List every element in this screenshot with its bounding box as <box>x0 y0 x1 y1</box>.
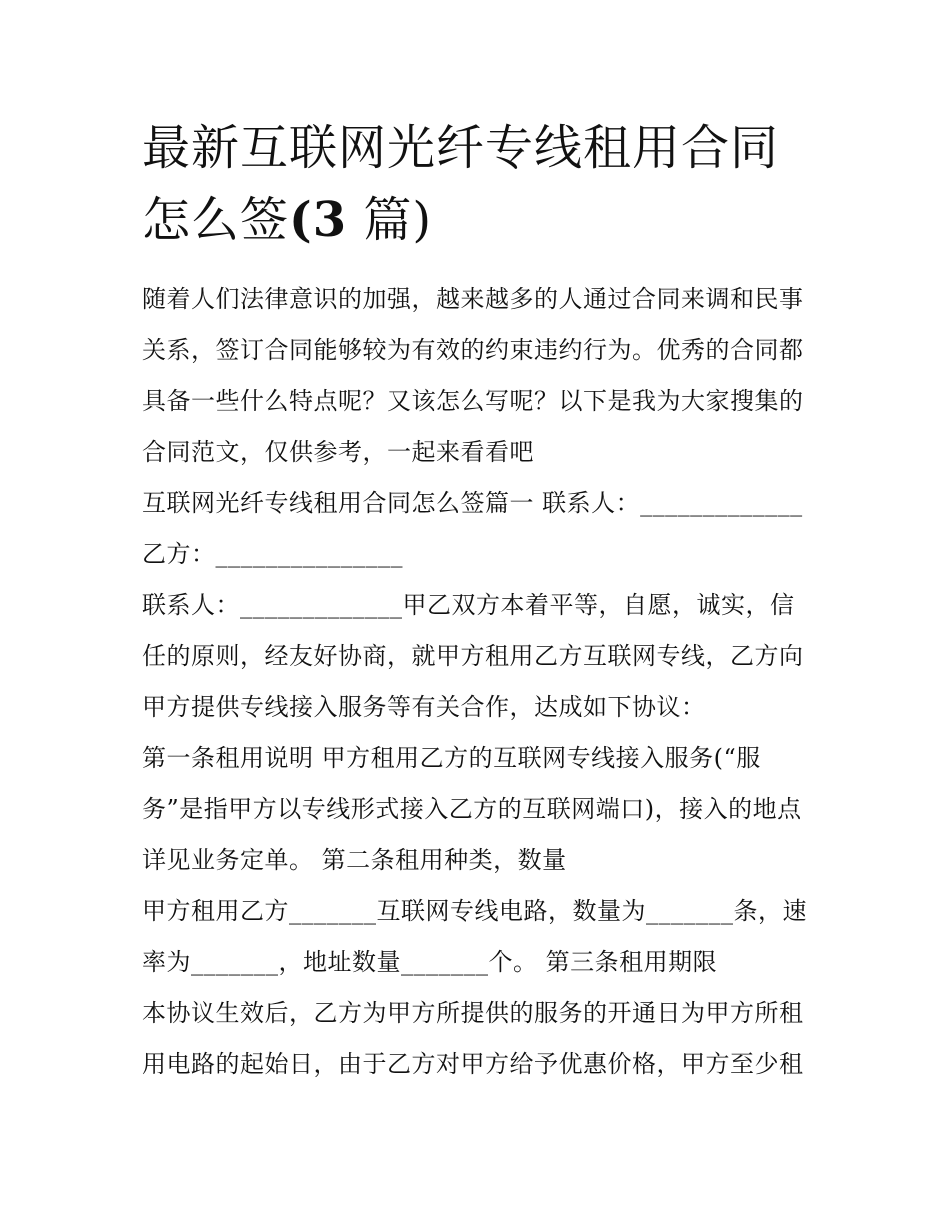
body-line: 甲方租用乙方_______互联网专线电路，数量为_______条，速 <box>142 897 807 925</box>
body-line: 具备一些什么特点呢？又该怎么写呢？以下是我为大家搜集的 <box>142 387 804 415</box>
body-line: 任的原则，经友好协商，就甲方租用乙方互联网专线，乙方向 <box>142 642 804 670</box>
body-line: 用电路的起始日，由于乙方对甲方给予优惠价格，甲方至少租 <box>142 1050 804 1078</box>
body-line: 务”是指甲方以专线形式接入乙方的互联网端口)，接入的地点 <box>142 795 802 823</box>
document-page <box>142 112 832 1090</box>
document-body <box>142 274 832 1090</box>
title-line-2-suffix: 篇) <box>347 192 433 248</box>
body-line: 第一条租用说明 甲方租用乙方的互联网专线接入服务(“服 <box>142 744 761 772</box>
body-line: 互联网光纤专线租用合同怎么签篇一 联系人：_____________ <box>142 489 803 517</box>
body-line: 合同范文，仅供参考，一起来看看吧 <box>142 438 534 466</box>
body-line: 乙方：_______________ <box>142 540 403 568</box>
body-line: 联系人：_____________甲乙双方本着平等，自愿，诚实，信 <box>142 591 795 619</box>
body-line: 率为_______，地址数量_______个。 第三条租用期限 <box>142 948 718 976</box>
body-line: 本协议生效后，乙方为甲方所提供的服务的开通日为甲方所租 <box>142 999 804 1027</box>
body-line: 随着人们法律意识的加强，越来越多的人通过合同来调和民事 <box>142 285 804 313</box>
title-line-1: 最新互联网光纤专线租用合同 <box>142 120 780 176</box>
title-line-2-prefix: 怎么签 <box>142 192 290 248</box>
document-title <box>142 112 832 256</box>
body-line: 甲方提供专线接入服务等有关合作，达成如下协议： <box>142 693 706 721</box>
title-line-2-bold: (3 <box>289 192 348 248</box>
body-line: 关系，签订合同能够较为有效的约束违约行为。优秀的合同都 <box>142 336 804 364</box>
title-line-2 <box>142 184 832 256</box>
body-line: 详见业务定单。 第二条租用种类，数量 <box>142 846 567 874</box>
